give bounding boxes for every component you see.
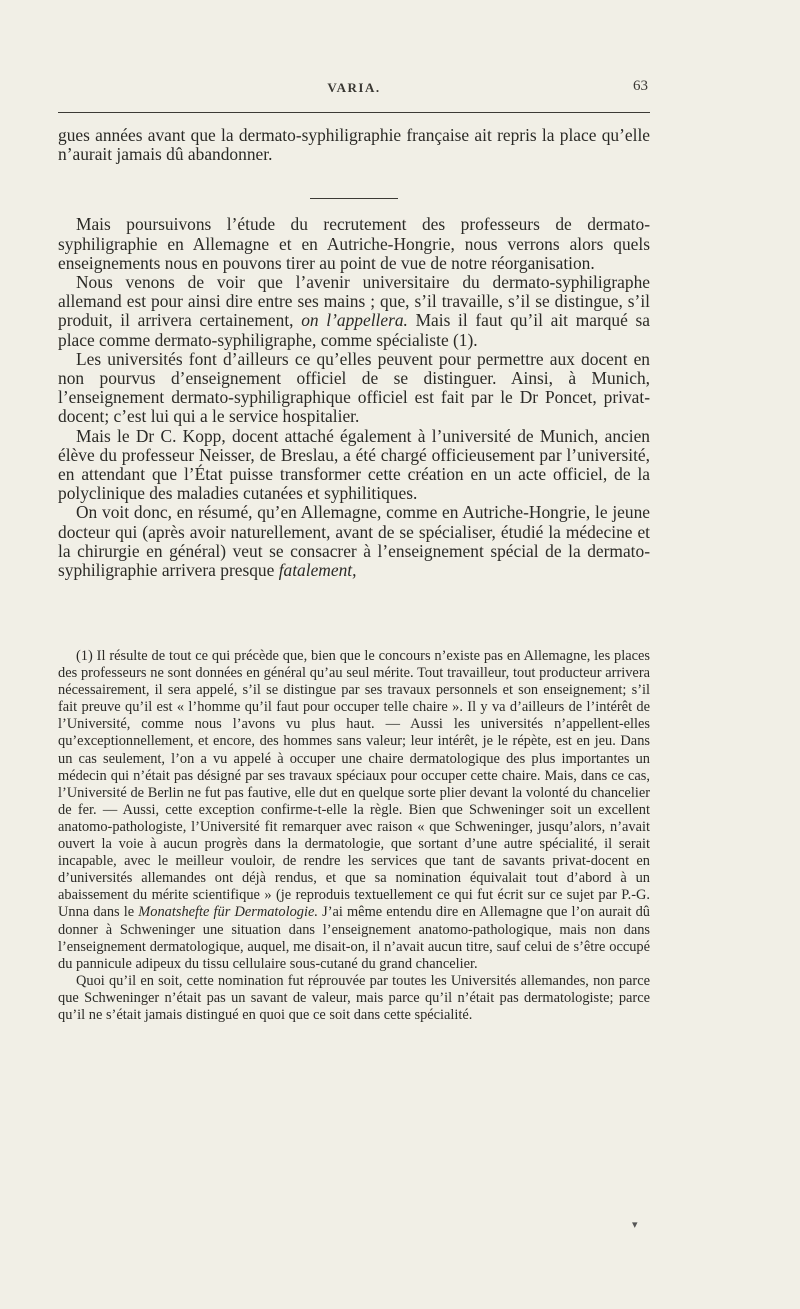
paragraph: Mais poursuivons l’étude du recrutement des professeurs de dermato-syphiligraphie en Allemagne et en Autriche-Hongrie, nous verrons alors quels enseignements nous en pouvons tirer au point de vue de notre réorganisation.	[58, 214, 650, 273]
italic-text: fatalement,	[278, 560, 357, 581]
paragraph	[58, 273, 650, 350]
paragraph: Mais le Dr C. Kopp, docent attaché également à l’université de Munich, ancien élève du professeur Neisser, de Breslau, a été chargé officieusement par l’université, en attendant que l’État puisse transformer cette création en un acte officiel, de la polyclinique des maladies cutanées et syphilitiques.	[58, 425, 650, 504]
text-run: Nous venons de voir que l’avenir universitaire du dermato-syphiligraphe allemand est pour ainsi dire entre ses mains ; que, s’il travaille, s’il se distingue, s’il produit, il arrivera certainement,	[58, 272, 650, 331]
footnotes	[58, 648, 650, 1024]
paragraph: Les universités font d’ailleurs ce qu’elles peuvent pour permettre aux docent en non pourvus d’enseignement officiel de se distinguer. Ainsi, à Munich, l’enseignement dermato-syphiligraphique officiel est fait par le Dr Poncet, privat-docent; c’est lui qui a le service hospitalier.	[58, 348, 650, 427]
page-number: 63	[633, 78, 648, 94]
text-run: J’ai même entendu dire en Allemagne que l’on aurait dû donner à Schweninger une situation dans l’enseignement anatomo-pathologique, mais non dans l’enseignement dermatologique, auquel, me disait-on, il n’avait aucun titre, sauf celui de s’être occupé du pannicule adipeux du tissu cellulaire sous-cutané du grand chancelier.	[58, 904, 651, 972]
header-rule	[58, 112, 650, 113]
text-run: (1) Il résulte de tout ce qui précède que, bien que le concours n’existe pas en Allemagne, les places des professeurs ne sont données en général qu’au seul mérite. Tout travailleur, tout producteur arrivera nécessairement, il sera appelé, s’il se distingue par ses travaux personnels et son enseignement; s’il fait preuve qu’il est « l’homme qu’il faut pour occuper telle chaire ». Il y va d’ailleurs de l’intérêt de l’Université, comme nous l’avons vu plus haut. — Aussi les universités n’appellent-elles qu’exceptionnellement, et encore, des hommes sans valeur; leur intérêt, je le répète, est en jeu. Dans un cas seulement, l’on a vu appelé à occuper une chaire dermatologique des plus importantes un médecin qui n’était pas désigné par ses travaux spéciaux pour occuper cette chaire. Mais, dans ce cas, l’Université de Berlin ne fut pas fautive, elle dut en quelque sorte plier devant la volonté du chancelier de fer. — Aussi, cette exception confirme-t-elle la règle. Bien que Schweninger soit un excellent anatomo-pathologiste, l’Université fit remarquer avec raison « que Schweninger, jusqu’alors, n’avait ouvert la voie à aucun progrès dans la dermatologie, que sortant d’une autre spécialité, il serait incapable, avec le meilleur vouloir, de rendre les services que tant de savants privat-docent en d’universités allemandes ont déjà rendus, et que sa nomination équivalait tout d’abord à un abaissement du mérite scientifique » (je reproduis textuellement ce qui fut écrit sur ce sujet par P.-G. Unna dans le	[58, 648, 650, 921]
section-separator	[310, 198, 398, 199]
text-run: On voit donc, en résumé, qu’en Allemagne, comme en Autriche-Hongrie, le jeune docteur qui (après avoir naturellement, avant de se spécialiser, étudié la médecine et la chirurgie en général) veut se consacrer à l’enseignement spécial de la dermato-syphiligraphie arrivera presque	[58, 502, 650, 581]
main-text	[58, 126, 650, 580]
italic-text: on l’appellera.	[301, 310, 408, 331]
print-mark: ▾	[632, 1219, 638, 1231]
paragraph-continued: gues années avant que la dermato-syphiligraphie française ait repris la place qu’elle n’aurait jamais dû abandonner.	[58, 125, 650, 165]
footnote-paragraph: Quoi qu’il en soit, cette nomination fut réprouvée par toutes les Universités allemandes, non parce que Schweninger n’était pas un savant de valeur, mais parce qu’il n’était pas dermatologiste; parce qu’il ne s’était jamais distingué en quoi que ce soit dans cette spécialité.	[58, 972, 650, 1023]
running-title: VARIA.	[327, 80, 381, 95]
italic-text: Monatshefte für Dermatologie.	[138, 904, 318, 921]
page-header	[58, 78, 650, 100]
paragraph	[58, 503, 650, 580]
text-run: Mais il faut qu’il ait marqué sa place comme dermato-syphiligraphe, comme spécialiste (1).	[58, 310, 651, 350]
footnote	[58, 648, 650, 973]
